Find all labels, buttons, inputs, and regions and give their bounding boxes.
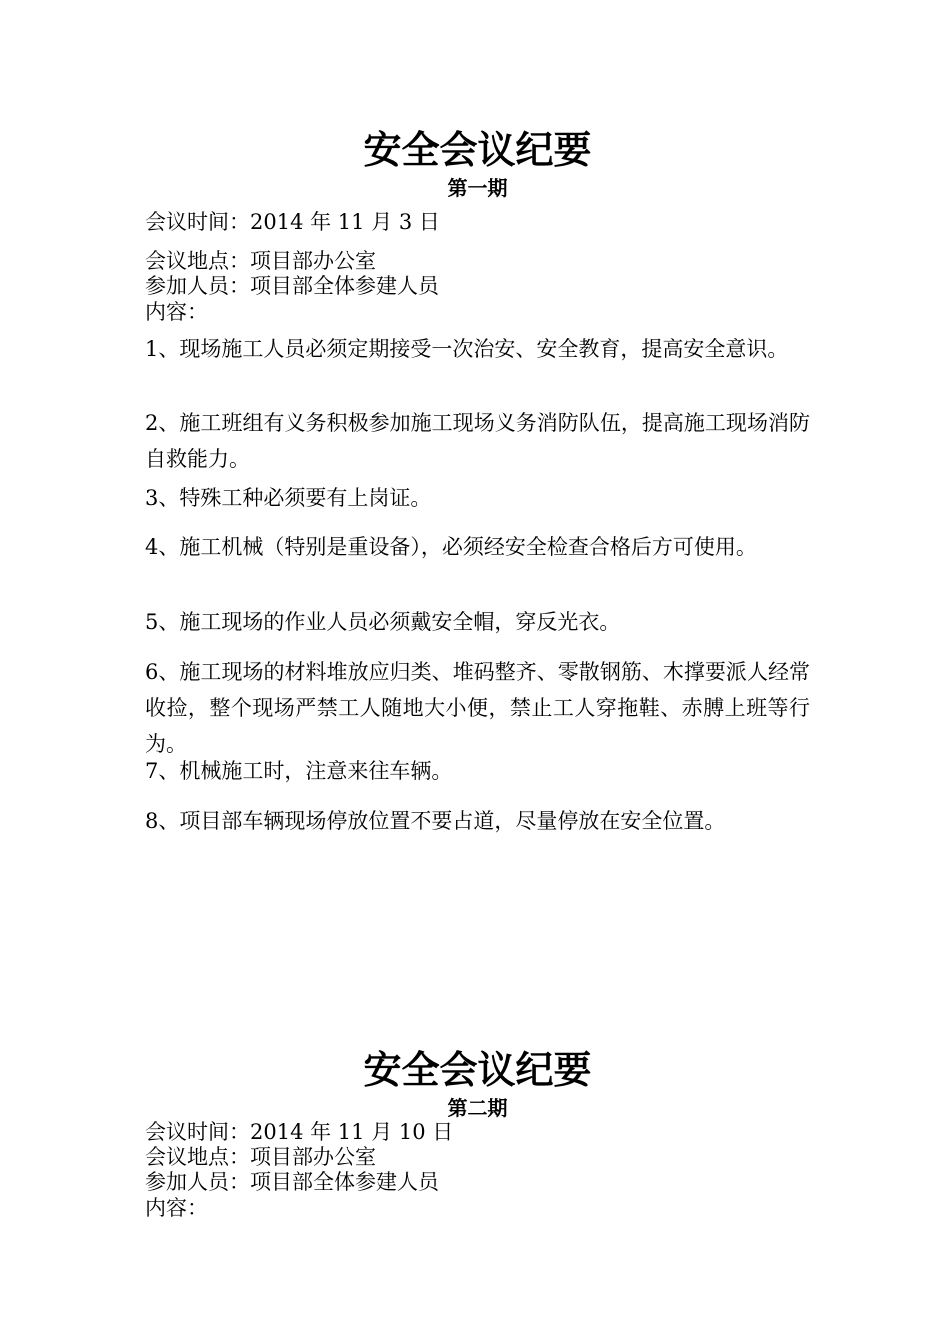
list-item: 4、施工机械（特别是重设备），必须经安全检查合格后方可使用。 (145, 535, 757, 559)
issue-number: 第一期 (447, 176, 508, 200)
issue-number: 第二期 (447, 1096, 508, 1120)
content-label: 内容： (145, 300, 208, 324)
list-item: 3、特殊工种必须要有上岗证。 (145, 486, 432, 510)
meeting-location: 会议地点：项目部办公室 (145, 249, 376, 273)
list-item: 8、项目部车辆现场停放位置不要占道，尽量停放在安全位置。 (145, 809, 726, 833)
list-item: 5、施工现场的作业人员必须戴安全帽，穿反光衣。 (145, 610, 621, 634)
meeting-time: 会议时间：2014 年 11 月 10 日 (145, 1120, 454, 1144)
content-label: 内容： (145, 1196, 208, 1220)
document-title: 安全会议纪要 (363, 127, 592, 172)
list-item: 2、施工班组有义务积极参加施工现场义务消防队伍，提高施工现场消防自救能力。 (145, 411, 810, 471)
meeting-attendees: 参加人员：项目部全体参建人员 (145, 274, 439, 298)
document-title: 安全会议纪要 (363, 1047, 592, 1092)
meeting-location: 会议地点：项目部办公室 (145, 1145, 376, 1169)
list-item: 1、现场施工人员必须定期接受一次治安、安全教育，提高安全意识。 (145, 337, 789, 361)
list-item: 6、施工现场的材料堆放应归类、堆码整齐、零散钢筋、木撑要派人经常收捡，整个现场严禁工人随地大小便，禁止工人穿拖鞋、赤膊上班等行为。 (145, 660, 810, 756)
meeting-time: 会议时间：2014 年 11 月 3 日 (145, 210, 440, 234)
meeting-attendees: 参加人员：项目部全体参建人员 (145, 1170, 439, 1194)
list-item: 7、机械施工时，注意来往车辆。 (145, 759, 453, 783)
